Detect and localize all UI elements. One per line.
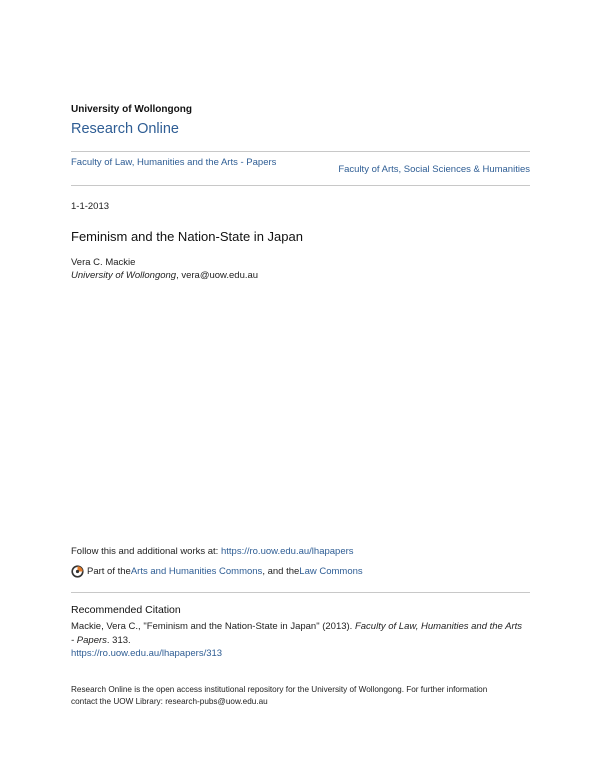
part-of-line [71, 565, 363, 578]
email-separator: , [176, 270, 182, 281]
affiliation-name: University of Wollongong [71, 270, 177, 281]
arts-humanities-commons-link[interactable]: Arts and Humanities Commons [130, 566, 263, 577]
research-online-link[interactable]: Research Online [71, 121, 179, 137]
citation-url-link[interactable]: https://ro.uow.edu.au/lhapapers/313 [71, 648, 223, 659]
citation-plain: Mackie, Vera C., "Feminism and the Nation-State in Japan" (2013). [71, 621, 355, 632]
follow-url-link[interactable]: https://ro.uow.edu.au/lhapapers [220, 546, 354, 557]
footer-line-2: contact the UOW Library: research-pubs@uow.edu.au [71, 696, 268, 706]
follow-prefix: Follow this and additional works at: [71, 546, 221, 557]
paper-title: Feminism and the Nation-State in Japan [71, 229, 303, 244]
publication-date: 1-1-2013 [71, 201, 110, 212]
faculty-arts-link[interactable]: Faculty of Arts, Social Sciences & Humanities [338, 164, 530, 175]
citation-series: Faculty of Law, Humanities and the Arts - Papers [71, 621, 523, 646]
citation-end: . 313. [106, 634, 131, 646]
footer-note [71, 684, 531, 707]
network-commons-icon [71, 565, 84, 578]
follow-line [71, 546, 354, 557]
citation-text [71, 620, 526, 661]
part-of-middle: , and the [262, 566, 300, 577]
faculty-law-papers-link[interactable]: Faculty of Law, Humanities and the Arts - Papers [71, 157, 277, 168]
author-affiliation [71, 270, 258, 281]
citation-heading: Recommended Citation [71, 604, 181, 616]
divider-citation [71, 592, 530, 593]
law-commons-link[interactable]: Law Commons [299, 566, 363, 577]
university-name: University of Wollongong [71, 104, 192, 115]
divider-bottom [71, 185, 530, 186]
part-of-prefix: Part of the [87, 566, 131, 577]
author-email: vera@uow.edu.au [181, 270, 259, 281]
footer-line-1: Research Online is the open access institutional repository for the University of Wollongong. For further information [71, 685, 488, 694]
author-name: Vera C. Mackie [71, 257, 136, 268]
divider-top [71, 151, 530, 152]
